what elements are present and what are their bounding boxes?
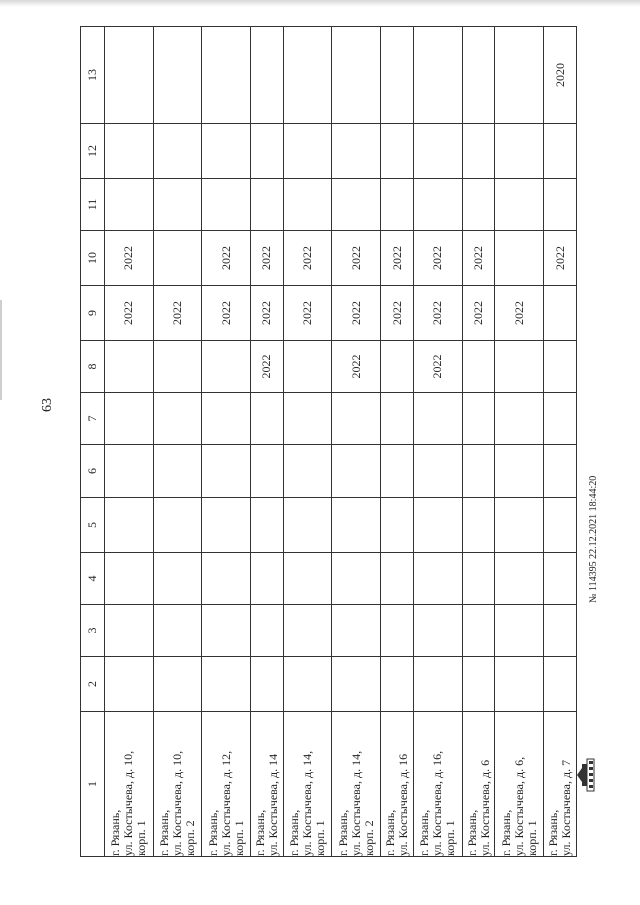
year-cell-col-8 (462, 341, 495, 393)
year-cell-col-7 (381, 393, 414, 445)
address-line: г. Рязань, (417, 809, 432, 856)
column-header-5: 5 (81, 498, 105, 553)
year-cell-col-10 (495, 231, 544, 286)
address-cell (332, 712, 381, 857)
year-cell-col-7 (202, 393, 251, 445)
address-line: ул. Костычева, д. 14 (265, 753, 280, 856)
year-cell-col-8: 2022 (250, 341, 283, 393)
table-body (105, 27, 577, 857)
year-cell-col-5 (153, 498, 202, 553)
year-cell-col-10: 2022 (202, 231, 251, 286)
address-cell (495, 712, 544, 857)
year-cell-col-2 (495, 657, 544, 712)
year-cell-col-3 (462, 605, 495, 657)
column-header-1: 1 (81, 712, 105, 857)
year-cell-col-13: 2020 (544, 27, 577, 124)
year-cell-col-12 (283, 124, 332, 179)
year-cell-col-9: 2022 (413, 286, 462, 341)
column-header-12: 12 (81, 124, 105, 179)
address-line: г. Рязань, (464, 809, 479, 856)
year-cell-col-4 (250, 553, 283, 605)
table-row (544, 27, 577, 857)
column-header-8: 8 (81, 341, 105, 393)
address-line: корп. 2 (361, 820, 376, 856)
year-cell-col-13 (202, 27, 251, 124)
year-cell-col-2 (202, 657, 251, 712)
year-cell-col-9: 2022 (332, 286, 381, 341)
year-cell-col-3 (495, 605, 544, 657)
table-row (462, 27, 495, 857)
year-cell-col-11 (462, 179, 495, 231)
address-line: г. Рязань, (252, 809, 267, 856)
year-cell-col-3 (153, 605, 202, 657)
year-cell-col-8 (381, 341, 414, 393)
column-header-3: 3 (81, 605, 105, 657)
year-cell-col-9: 2022 (153, 286, 202, 341)
year-cell-col-8 (283, 341, 332, 393)
year-cell-col-4 (413, 553, 462, 605)
address-cell (153, 712, 202, 857)
year-cell-col-7 (283, 393, 332, 445)
year-cell-col-2 (153, 657, 202, 712)
page-number: 63 (40, 398, 55, 412)
year-cell-col-2 (250, 657, 283, 712)
year-cell-col-8: 2022 (332, 341, 381, 393)
year-cell-col-5 (462, 498, 495, 553)
address-cell (250, 712, 283, 857)
year-cell-col-7 (462, 393, 495, 445)
year-cell-col-4 (332, 553, 381, 605)
year-cell-col-7 (153, 393, 202, 445)
year-cell-col-7 (332, 393, 381, 445)
address-line: корп. 1 (443, 820, 458, 856)
year-cell-col-4 (381, 553, 414, 605)
table-row (283, 27, 332, 857)
year-cell-col-11 (250, 179, 283, 231)
year-cell-col-6 (283, 445, 332, 498)
scan-edge-top (0, 0, 640, 7)
column-header-9: 9 (81, 286, 105, 341)
year-cell-col-12 (462, 124, 495, 179)
table-row (105, 27, 154, 857)
address-line: г. Рязань, (383, 809, 398, 856)
year-cell-col-11 (202, 179, 251, 231)
address-cell (544, 712, 577, 857)
address-cell (413, 712, 462, 857)
address-line: ул. Костычева, д. 10, (169, 750, 184, 856)
address-cell (283, 712, 332, 857)
address-line: ул. Костычева, д. 10, (121, 750, 136, 856)
address-line: корп. 2 (182, 820, 197, 856)
year-cell-col-11 (381, 179, 414, 231)
year-cell-col-8: 2022 (413, 341, 462, 393)
year-cell-col-12 (202, 124, 251, 179)
address-line: ул. Костычева, д. 6, (511, 756, 526, 856)
year-cell-col-13 (495, 27, 544, 124)
year-cell-col-12 (544, 124, 577, 179)
column-header-11: 11 (81, 179, 105, 231)
year-cell-col-4 (283, 553, 332, 605)
year-cell-col-3 (332, 605, 381, 657)
year-cell-col-8 (153, 341, 202, 393)
table-row (153, 27, 202, 857)
year-cell-col-8 (544, 341, 577, 393)
year-cell-col-9: 2022 (381, 286, 414, 341)
address-line: корп. 1 (524, 820, 539, 856)
year-cell-col-13 (105, 27, 154, 124)
data-table (80, 26, 577, 857)
year-cell-col-5 (332, 498, 381, 553)
column-header-2: 2 (81, 657, 105, 712)
year-cell-col-6 (202, 445, 251, 498)
year-cell-col-11 (283, 179, 332, 231)
year-cell-col-4 (462, 553, 495, 605)
header-row (81, 27, 105, 857)
table-row (381, 27, 414, 857)
year-cell-col-2 (381, 657, 414, 712)
year-cell-col-3 (283, 605, 332, 657)
year-cell-col-11 (495, 179, 544, 231)
address-line: г. Рязань, (335, 809, 350, 856)
year-cell-col-6 (462, 445, 495, 498)
year-cell-col-7 (105, 393, 154, 445)
year-cell-col-2 (413, 657, 462, 712)
year-cell-col-2 (332, 657, 381, 712)
year-cell-col-5 (495, 498, 544, 553)
address-cell (105, 712, 154, 857)
year-cell-col-11 (153, 179, 202, 231)
year-cell-col-7 (413, 393, 462, 445)
address-line: ул. Костычева, д. 16 (396, 753, 411, 856)
column-header-4: 4 (81, 553, 105, 605)
year-cell-col-5 (202, 498, 251, 553)
column-header-7: 7 (81, 393, 105, 445)
year-cell-col-13 (462, 27, 495, 124)
year-cell-col-10 (153, 231, 202, 286)
address-line: ул. Костычева, д. 16, (430, 750, 445, 856)
address-line: г. Рязань, (205, 809, 220, 856)
year-cell-col-9: 2022 (495, 286, 544, 341)
year-cell-col-3 (250, 605, 283, 657)
year-cell-col-8 (495, 341, 544, 393)
year-cell-col-5 (105, 498, 154, 553)
address-line: ул. Костычева, д. 14, (348, 750, 363, 856)
year-cell-col-5 (413, 498, 462, 553)
column-header-10: 10 (81, 231, 105, 286)
year-cell-col-5 (283, 498, 332, 553)
year-cell-col-12 (250, 124, 283, 179)
year-cell-col-6 (105, 445, 154, 498)
table-row (495, 27, 544, 857)
year-cell-col-13 (153, 27, 202, 124)
year-cell-col-10: 2022 (413, 231, 462, 286)
address-cell (381, 712, 414, 857)
year-cell-col-3 (413, 605, 462, 657)
year-cell-col-6 (332, 445, 381, 498)
year-cell-col-2 (544, 657, 577, 712)
year-cell-col-9: 2022 (250, 286, 283, 341)
address-line: г. Рязань, (498, 809, 513, 856)
year-cell-col-5 (250, 498, 283, 553)
year-cell-col-5 (544, 498, 577, 553)
year-cell-col-12 (332, 124, 381, 179)
year-cell-col-13 (283, 27, 332, 124)
year-cell-col-13 (332, 27, 381, 124)
year-cell-col-6 (153, 445, 202, 498)
year-cell-col-9: 2022 (283, 286, 332, 341)
year-cell-col-6 (250, 445, 283, 498)
table-row (250, 27, 283, 857)
year-cell-col-10: 2022 (544, 231, 577, 286)
year-cell-col-11 (332, 179, 381, 231)
year-cell-col-9: 2022 (202, 286, 251, 341)
year-cell-col-7 (544, 393, 577, 445)
year-cell-col-10: 2022 (381, 231, 414, 286)
address-line: г. Рязань, (546, 809, 561, 856)
column-header-6: 6 (81, 445, 105, 498)
address-cell (202, 712, 251, 857)
year-cell-col-8 (105, 341, 154, 393)
year-cell-col-8 (202, 341, 251, 393)
year-cell-col-5 (381, 498, 414, 553)
rotated-table-container (80, 27, 577, 857)
year-cell-col-4 (153, 553, 202, 605)
address-line: корп. 1 (313, 820, 328, 856)
year-cell-col-6 (413, 445, 462, 498)
year-cell-col-11 (413, 179, 462, 231)
address-line: ул. Костычева, д. 6 (477, 759, 492, 856)
year-cell-col-4 (105, 553, 154, 605)
table-row (413, 27, 462, 857)
address-line: ул. Костычева, д. 7 (559, 759, 574, 856)
year-cell-col-9: 2022 (462, 286, 495, 341)
year-cell-col-7 (250, 393, 283, 445)
year-cell-col-10: 2022 (462, 231, 495, 286)
year-cell-col-7 (495, 393, 544, 445)
year-cell-col-2 (283, 657, 332, 712)
year-cell-col-3 (544, 605, 577, 657)
column-header-13: 13 (81, 27, 105, 124)
address-line: ул. Костычева, д. 14, (300, 750, 315, 856)
year-cell-col-4 (544, 553, 577, 605)
year-cell-col-10: 2022 (332, 231, 381, 286)
year-cell-col-12 (105, 124, 154, 179)
year-cell-col-6 (381, 445, 414, 498)
table-row (332, 27, 381, 857)
year-cell-col-2 (105, 657, 154, 712)
address-cell (462, 712, 495, 857)
table-header (81, 27, 105, 857)
year-cell-col-4 (202, 553, 251, 605)
year-cell-col-12 (495, 124, 544, 179)
year-cell-col-4 (495, 553, 544, 605)
year-cell-col-12 (153, 124, 202, 179)
year-cell-col-3 (381, 605, 414, 657)
year-cell-col-11 (544, 179, 577, 231)
year-cell-col-6 (495, 445, 544, 498)
address-line: корп. 1 (134, 820, 149, 856)
scan-edge-left (0, 300, 2, 400)
table-row (202, 27, 251, 857)
year-cell-col-9: 2022 (105, 286, 154, 341)
year-cell-col-13 (381, 27, 414, 124)
year-cell-col-9 (544, 286, 577, 341)
year-cell-col-3 (105, 605, 154, 657)
year-cell-col-6 (544, 445, 577, 498)
year-cell-col-11 (105, 179, 154, 231)
address-line: г. Рязань, (287, 809, 302, 856)
year-cell-col-10: 2022 (283, 231, 332, 286)
year-cell-col-10: 2022 (250, 231, 283, 286)
year-cell-col-3 (202, 605, 251, 657)
year-cell-col-13 (413, 27, 462, 124)
address-line: г. Рязань, (156, 809, 171, 856)
address-line: корп. 1 (231, 820, 246, 856)
year-cell-col-12 (413, 124, 462, 179)
document-stamp-text: № 114395 22.12.2021 18:44:20 (588, 475, 599, 603)
year-cell-col-10: 2022 (105, 231, 154, 286)
year-cell-col-12 (381, 124, 414, 179)
address-line: ул. Костычева, д. 12, (218, 750, 233, 856)
government-emblem-icon (576, 758, 596, 792)
year-cell-col-2 (462, 657, 495, 712)
address-line: г. Рязань, (108, 809, 123, 856)
year-cell-col-13 (250, 27, 283, 124)
